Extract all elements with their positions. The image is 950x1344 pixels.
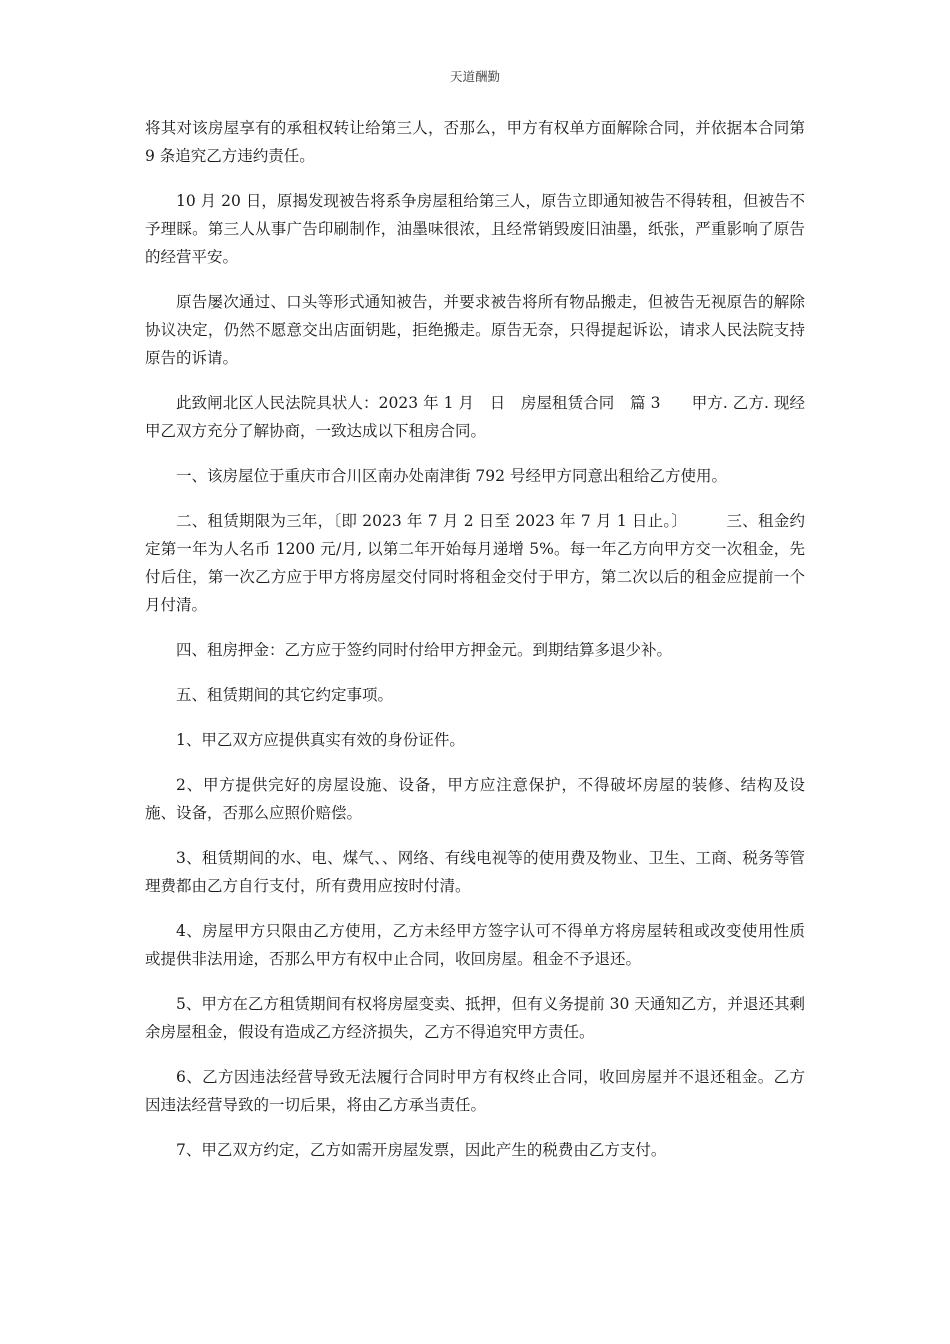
item-4-usage: 4、房屋甲方只限由乙方使用，乙方未经甲方签字认可不得单方将房屋转租或改变使用性质或提供非法用途，否那么甲方有权中止合同，收回房屋。租金不予退还。 <box>145 922 805 968</box>
clause-2-3-term-and-rent: 二、租赁期限为三年，〔即 2023 年 7 月 2 日至 2023 年 7 月 1 日止。〕 三、租金约定第一年为人名币 1200 元/月, 以第二年开始每月递增 5%。每一年乙方向甲方交一次租金，先付后住，第一次乙方应于甲方将房屋交付同时将租金交付于甲方，第二次以后的租金应提前一个月付清。 <box>145 512 805 614</box>
item-7-invoice: 7、甲乙双方约定，乙方如需开房屋发票，因此产生的税费由乙方支付。 <box>176 1141 667 1159</box>
paragraph-sublet-discovery: 10 月 20 日，原揭发现被告将系争房屋租给第三人，原告立即通知被告不得转租，但被告不予理睬。第三人从事广告印刷制作，油墨味很浓，且经常销毁废旧油墨，纸张，严重影响了原告的经营平安。 <box>145 192 805 266</box>
item-3-utilities: 3、租赁期间的水、电、煤气、、网络、有线电视等的使用费及物业、卫生、工商、税务等管理费都由乙方自行支付，所有费用应按时付清。 <box>145 849 805 895</box>
clause-1-location: 一、该房屋位于重庆市合川区南办处南津街 792 号经甲方同意出租给乙方使用。 <box>176 467 727 485</box>
document-body <box>145 114 805 1181</box>
clause-5-other-terms: 五、租赁期间的其它约定事项。 <box>176 686 394 704</box>
paragraph-court-and-contract-intro: 此致闸北区人民法院具状人：2023 年 1 月 日 房屋租赁合同 篇 3 甲方. 乙方. 现经甲乙双方充分了解协商，一致达成以下租房合同。 <box>145 394 805 440</box>
page-header: 天道酬勤 <box>449 69 500 84</box>
item-5-sale-mortgage: 5、甲方在乙方租赁期间有权将房屋变卖、抵押，但有义务提前 30 天通知乙方，并退还其剩余房屋租金，假设有造成乙方经济损失，乙方不得追究甲方责任。 <box>145 995 805 1041</box>
item-1-identity: 1、甲乙双方应提供真实有效的身份证件。 <box>176 731 465 749</box>
item-6-illegal-business: 6、乙方因违法经营导致无法履行合同时甲方有权终止合同，收回房屋并不退还租金。乙方因违法经营导致的一切后果，将由乙方承当责任。 <box>145 1068 805 1114</box>
item-2-facilities: 2、甲方提供完好的房屋设施、设备，甲方应注意保护，不得破坏房屋的装修、结构及设施、设备，否那么应照价赔偿。 <box>145 776 805 822</box>
paragraph-contract-continuation: 将其对该房屋享有的承租权转让给第三人，否那么，甲方有权单方面解除合同，并依据本合同第 9 条追究乙方违约责任。 <box>145 119 805 165</box>
paragraph-notice-to-defendant: 原告屡次通过、口头等形式通知被告，并要求被告将所有物品搬走，但被告无视原告的解除协议决定，仍然不愿意交出店面钥匙，拒绝搬走。原告无奈，只得提起诉讼，请求人民法院支持原告的诉请。 <box>145 293 805 367</box>
clause-4-deposit: 四、租房押金：乙方应于签约同时付给甲方押金元。到期结算多退少补。 <box>176 641 673 659</box>
